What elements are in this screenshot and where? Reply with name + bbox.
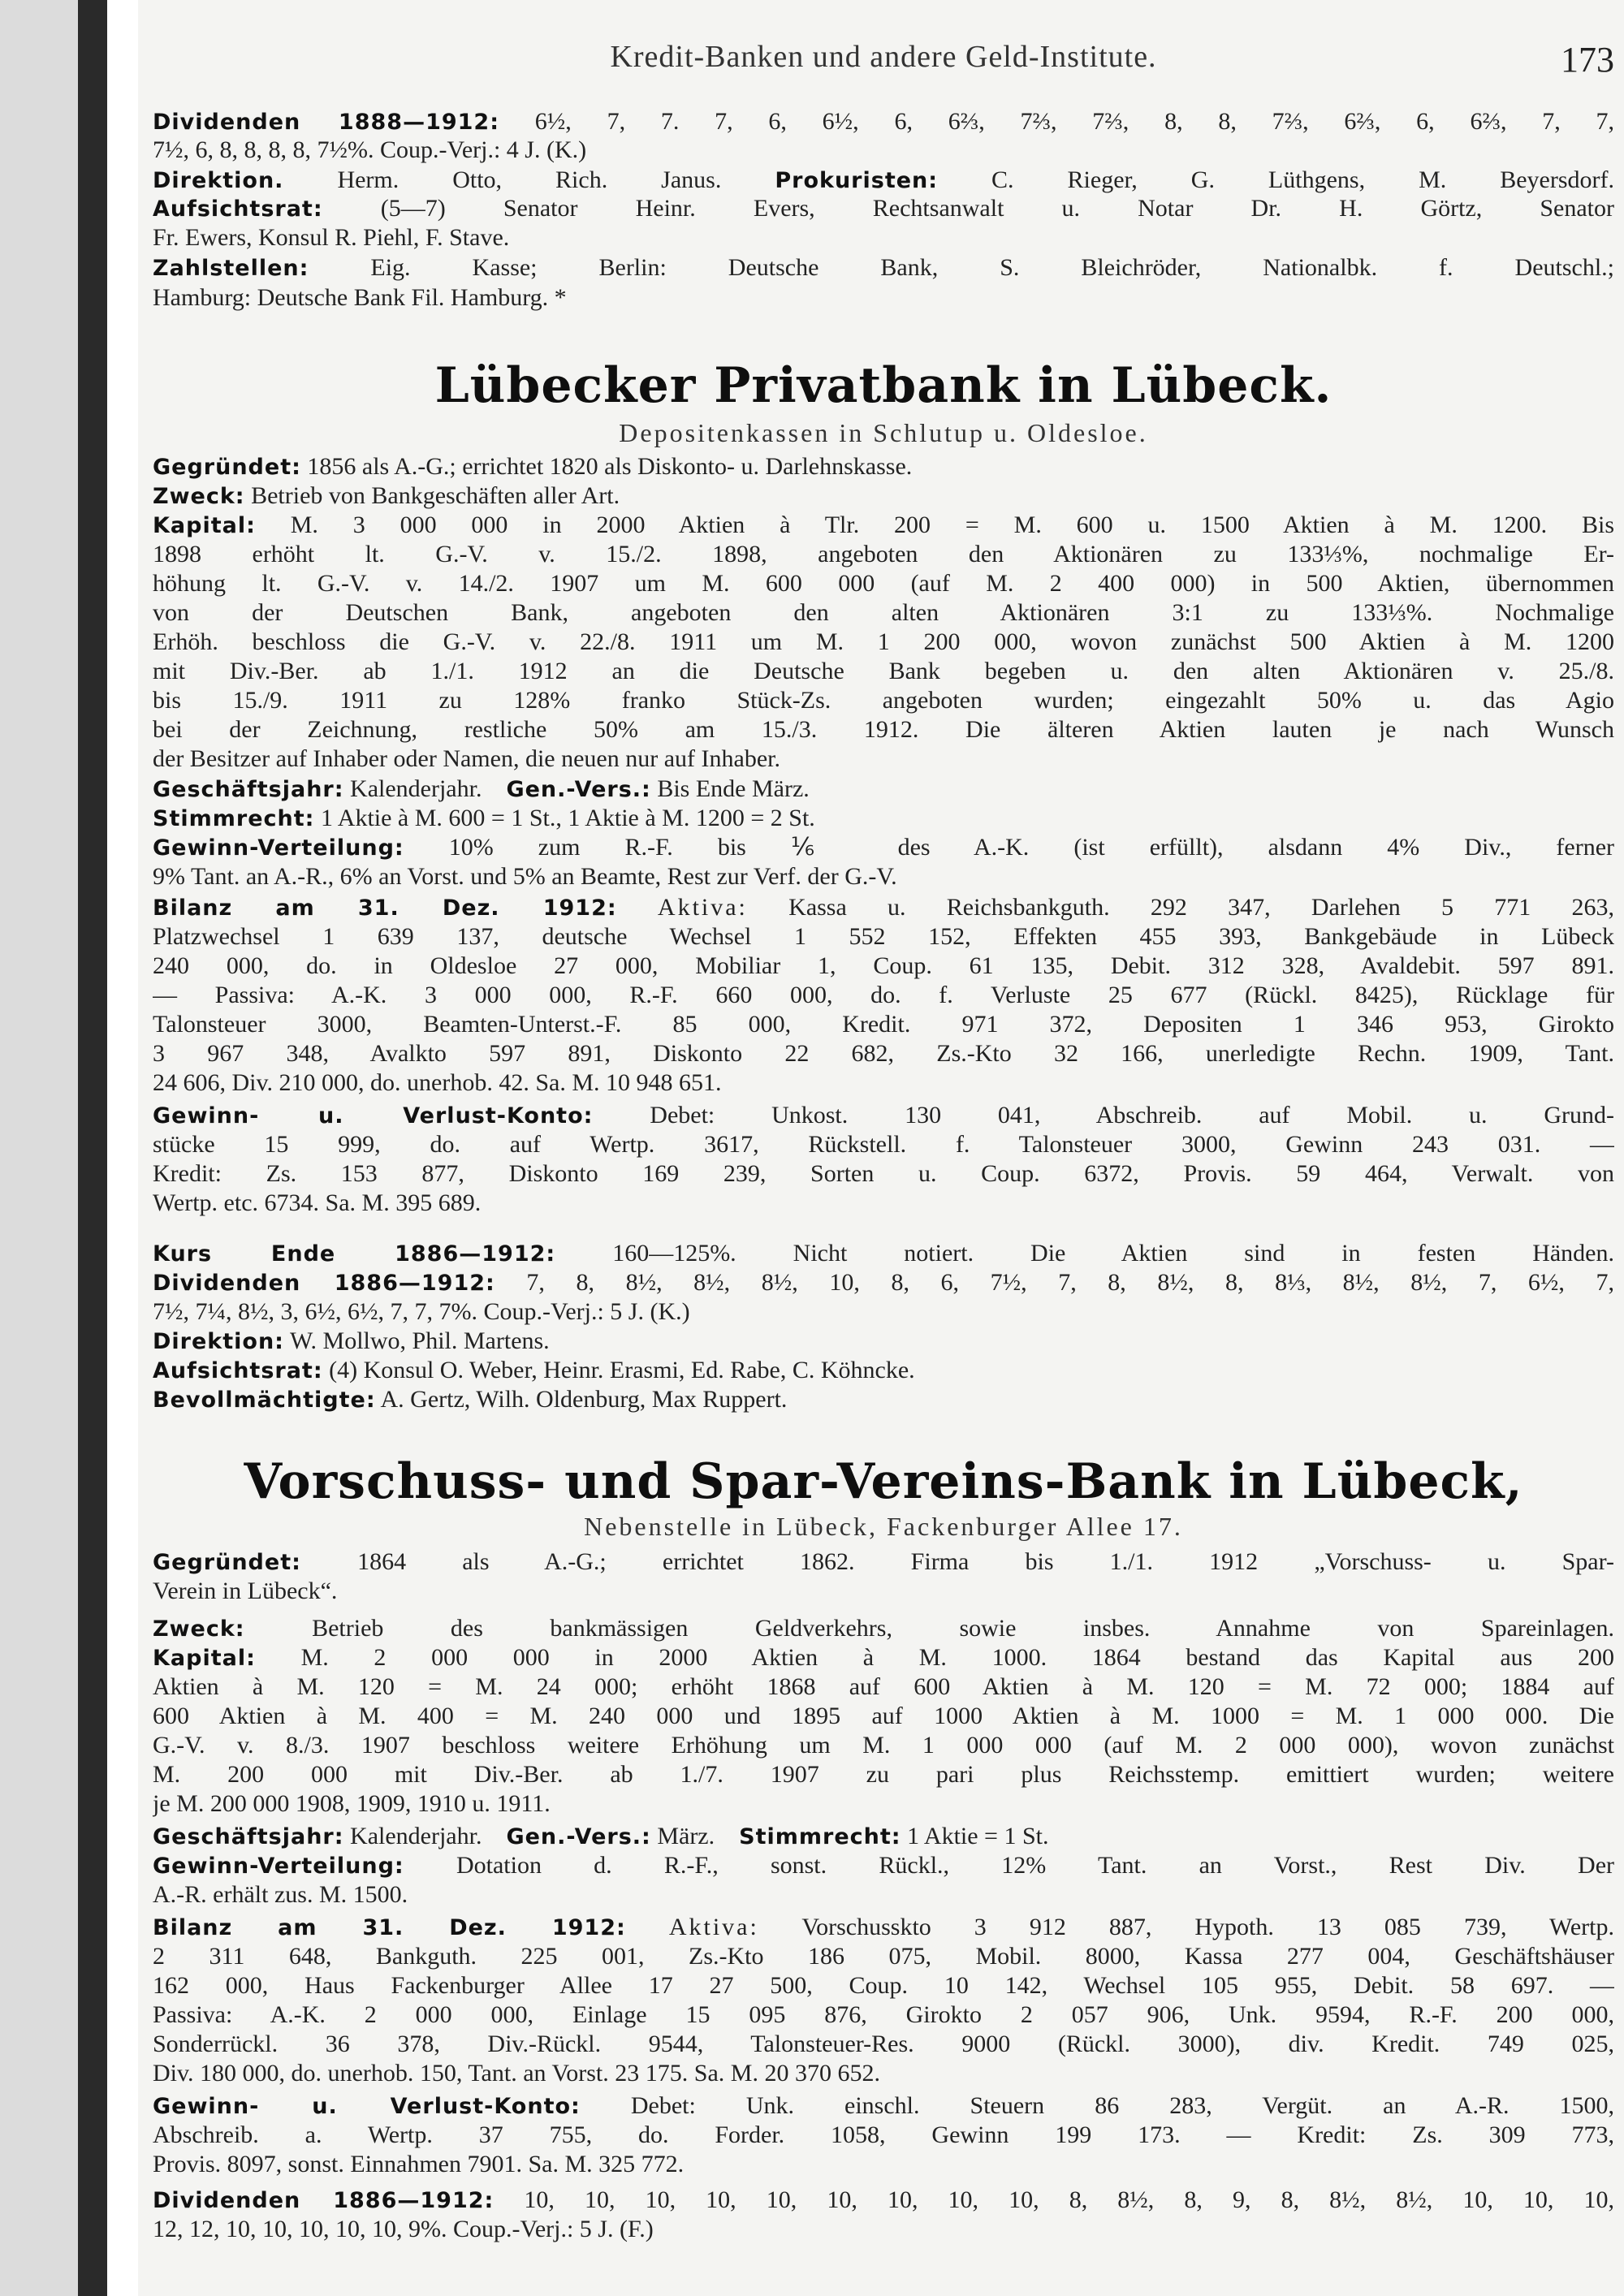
bank1-subtitle: Depositenkassen in Schlutup u. Oldesloe.: [619, 418, 1148, 447]
running-title: Kredit-Banken und andere Geld-Institute.: [610, 40, 1157, 74]
bank2-geschaeftsjahr: Geschäftsjahr: Kalenderjahr. Gen.-Vers.: März. Stimmrecht: 1 Aktie = 1 St.: [153, 1823, 1049, 1849]
prev-direktion-line: Direktion. Herm. Otto, Rich. Janus. Prokuristen: C. Rieger, G. Lüthgens, M. Beyersdorf.: [153, 166, 1614, 193]
bank1-guv-line-1: Gewinn- u. Verlust-Konto: Debet: Unkost. 130 041, Abschreib. auf Mobil. u. Grund-: [153, 1102, 1614, 1129]
bank2-title: Vorschuss- und Spar-Vereins-Bank in Lübeck,: [244, 1453, 1523, 1510]
bank2-guv-line-3: Provis. 8097, sonst. Einnahmen 7901. Sa. M. 325 772.: [153, 2151, 685, 2177]
bank2-gegruendet-line-1: Gegründet: 1864 als A.-G.; errichtet 1862. Firma bis 1./1. 1912 „Vorschuss- u. Spar-: [153, 1548, 1614, 1575]
bank1-gewinnverteilung-line-1: Gewinn-Verteilung: 10% zum R.-F. bis ⅙ des A.-K. (ist erfüllt), alsdann 4% Div., ferner: [153, 834, 1614, 861]
bank1-dividenden-line-1: Dividenden 1886—1912: 7, 8, 8½, 8½, 8½, 10, 8, 6, 7½, 7, 8, 8½, 8, 8⅓, 8½, 8½, 7, 6½, 7,: [153, 1269, 1614, 1296]
bank1-gegruendet: Gegründet: 1856 als A.-G.; errichtet 1820 als Diskonto- u. Darlehnskasse.: [153, 453, 913, 480]
bank1-bilanz-line-3: 240 000, do. in Oldesloe 27 000, Mobiliar 1, Coup. 61 135, Debit. 312 328, Avaldebit. 597 891.: [153, 952, 1614, 979]
bank1-guv-line-3: Kredit: Zs. 153 877, Diskonto 169 239, Sorten u. Coup. 6372, Provis. 59 464, Verwalt. von: [153, 1160, 1614, 1187]
bank2-bilanz-line-1: Bilanz am 31. Dez. 1912: Aktiva: Vorschusskto 3 912 887, Hypoth. 13 085 739, Wertp.: [153, 1914, 1614, 1940]
bank1-kapital-line-8: bei der Zeichnung, restliche 50% am 15./3. 1912. Die älteren Aktien lauten je nach Wunsch: [153, 716, 1614, 743]
bank2-guv-line-1: Gewinn- u. Verlust-Konto: Debet: Unk. einschl. Steuern 86 283, Vergüt. an A.-R. 1500,: [153, 2092, 1614, 2119]
bank1-bilanz-line-4: — Passiva: A.-K. 3 000 000, R.-F. 660 000, do. f. Verluste 25 677 (Rückl. 8425), Rücklage für: [153, 982, 1614, 1008]
bank1-kapital-line-5: Erhöh. beschloss die G.-V. v. 22./8. 1911 um M. 1 200 000, wovon zunächst 500 Aktien à M. 1200: [153, 628, 1614, 655]
prev-dividends-line-1: Dividenden 1888—1912: 6½, 7, 7. 7, 6, 6½, 6, 6⅔, 7⅔, 7⅔, 8, 8, 7⅔, 6⅔, 6, 6⅔, 7, 7,: [153, 108, 1614, 135]
bank1-kapital-line-1: Kapital: M. 3 000 000 in 2000 Aktien à Tlr. 200 = M. 600 u. 1500 Aktien à M. 1200. Bis: [153, 511, 1614, 538]
book-gutter: [78, 0, 107, 2296]
running-head: [153, 39, 1614, 80]
bank1-direktion: Direktion: W. Mollwo, Phil. Martens.: [153, 1327, 550, 1354]
bank1-dividenden-line-2: 7½, 7¼, 8½, 3, 6½, 6½, 7, 7, 7%. Coup.-Verj.: 5 J. (K.): [153, 1298, 690, 1325]
bank1-title: Lübecker Privatbank in Lübeck.: [434, 357, 1332, 414]
bank1-gewinnverteilung-line-2: 9% Tant. an A.-R., 6% an Vorst. und 5% an Beamte, Rest zur Verf. der G.-V.: [153, 863, 897, 890]
prev-aufsichtsrat-line-2: Fr. Ewers, Konsul R. Piehl, F. Stave.: [153, 224, 510, 251]
bank1-kapital-line-4: von der Deutschen Bank, angeboten den alten Aktionären 3:1 zu 133⅓%. Nochmalige: [153, 599, 1614, 626]
bank2-zweck: Zweck: Betrieb des bankmässigen Geldverkehrs, sowie insbes. Annahme von Spareinlagen.: [153, 1615, 1614, 1642]
bank2-kapital-line-1: Kapital: M. 2 000 000 in 2000 Aktien à M. 1000. 1864 bestand das Kapital aus 200: [153, 1644, 1614, 1671]
bank1-bilanz-line-6: 3 967 348, Avalkto 597 891, Diskonto 22 682, Zs.-Kto 32 166, unerledigte Rechn. 1909, Tant.: [153, 1040, 1614, 1067]
bank1-guv-line-2: stücke 15 999, do. auf Wertp. 3617, Rückstell. f. Talonsteuer 3000, Gewinn 243 031. —: [153, 1131, 1614, 1158]
bank1-kurs: Kurs Ende 1886—1912: 160—125%. Nicht notiert. Die Aktien sind in festen Händen.: [153, 1240, 1614, 1267]
page-number: 173: [1561, 40, 1614, 80]
bank1-stimmrecht: Stimmrecht: 1 Aktie à M. 600 = 1 St., 1 Aktie à M. 1200 = 2 St.: [153, 805, 815, 831]
bank2-kapital-line-2: Aktien à M. 120 = M. 24 000; erhöht 1868 auf 600 Aktien à M. 120 = M. 72 000; 1884 auf: [153, 1673, 1614, 1700]
bank2-subtitle: Nebenstelle in Lübeck, Fackenburger Allee 17.: [584, 1512, 1183, 1541]
page-edge: [0, 0, 78, 2296]
bank1-bevollmaechtigte: Bevollmächtigte: A. Gertz, Wilh. Oldenburg, Max Ruppert.: [153, 1386, 788, 1413]
bank1-kapital-line-3: höhung lt. G.-V. v. 14./2. 1907 um M. 600 000 (auf M. 2 400 000) in 500 Aktien, übernommen: [153, 570, 1614, 597]
bank2-gewinnverteilung-line-2: A.-R. erhält zus. M. 1500.: [153, 1881, 408, 1908]
bank2-bilanz-line-6: Div. 180 000, do. unerhob. 150, Tant. an Vorst. 23 175. Sa. M. 20 370 652.: [153, 2060, 880, 2087]
bank2-guv-line-2: Abschreib. a. Wertp. 37 755, do. Forder. 1058, Gewinn 199 173. — Kredit: Zs. 309 773,: [153, 2121, 1614, 2148]
prev-aufsichtsrat-line-1: Aufsichtsrat: (5—7) Senator Heinr. Evers, Rechtsanwalt u. Notar Dr. H. Görtz, Senator: [153, 195, 1614, 222]
bank1-geschaeftsjahr: Geschäftsjahr: Kalenderjahr. Gen.-Vers.: Bis Ende März.: [153, 775, 810, 802]
bank1-bilanz-line-2: Platzwechsel 1 639 137, deutsche Wechsel 1 552 152, Effekten 455 393, Bankgebäude in Lübeck: [153, 923, 1614, 950]
bank1-kapital-line-7: bis 15./9. 1911 zu 128% franko Stück-Zs. angeboten wurden; eingezahlt 50% u. das Agio: [153, 687, 1614, 714]
bank2-bilanz-line-3: 162 000, Haus Fackenburger Allee 17 27 500, Coup. 10 142, Wechsel 105 955, Debit. 58 697. —: [153, 1972, 1614, 1999]
bank2-kapital-line-5: M. 200 000 mit Div.-Ber. ab 1./7. 1907 zu pari plus Reichsstemp. emittiert wurden; weitere: [153, 1761, 1614, 1788]
prev-zahlstellen-line-2: Hamburg: Deutsche Bank Fil. Hamburg. *: [153, 284, 567, 311]
bank1-bilanz-line-5: Talonsteuer 3000, Beamten-Unterst.-F. 85 000, Kredit. 971 372, Depositen 1 346 953, Girokto: [153, 1011, 1614, 1038]
bank1-bilanz-line-7: 24 606, Div. 210 000, do. unerhob. 42. Sa. M. 10 948 651.: [153, 1069, 722, 1096]
prev-dividends-label: Dividenden 1888—1912:: [153, 110, 500, 135]
bank1-kapital-line-6: mit Div.-Ber. ab 1./1. 1912 an die Deutsche Bank begeben u. den alten Aktionären v. 25./8.: [153, 658, 1614, 684]
bank2-kapital-line-4: G.-V. v. 8./3. 1907 beschloss weitere Erhöhung um M. 1 000 000 (auf M. 2 000 000), wovon zunächst: [153, 1732, 1614, 1759]
bank2-dividenden-line-2: 12, 12, 10, 10, 10, 10, 10, 9%. Coup.-Verj.: 5 J. (F.): [153, 2216, 654, 2242]
prev-dividends-line-2: 7½, 6, 8, 8, 8, 8, 7½%. Coup.-Verj.: 4 J. (K.): [153, 136, 587, 163]
bank2-bilanz-line-2: 2 311 648, Bankguth. 225 001, Zs.-Kto 186 075, Mobil. 8000, Kassa 277 004, Geschäftshäuser: [153, 1943, 1614, 1970]
bank1-guv-line-4: Wertp. etc. 6734. Sa. M. 395 689.: [153, 1189, 482, 1216]
bank2-gegruendet-line-2: Verein in Lübeck“.: [153, 1577, 338, 1604]
bank2-bilanz-line-5: Sonderrückl. 36 378, Div.-Rückl. 9544, Talonsteuer-Res. 9000 (Rückl. 3000), div. Kredit. 749 025,: [153, 2031, 1614, 2057]
prev-zahlstellen-line-1: Zahlstellen: Eig. Kasse; Berlin: Deutsche Bank, S. Bleichröder, Nationalbk. f. Deutschl.;: [153, 254, 1614, 281]
bank2-dividenden-line-1: Dividenden 1886—1912: 10, 10, 10, 10, 10, 10, 10, 10, 10, 8, 8½, 8, 9, 8, 8½, 8½, 10, 10, 10,: [153, 2186, 1614, 2213]
bank2-kapital-line-3: 600 Aktien à M. 400 = M. 240 000 und 1895 auf 1000 Aktien à M. 1000 = M. 1 000 000. Die: [153, 1703, 1614, 1729]
bank1-kapital-line-2: 1898 erhöht lt. G.-V. v. 15./2. 1898, angeboten den Aktionären zu 133⅓%, nochmalige Er-: [153, 541, 1614, 568]
bank2-bilanz-line-4: Passiva: A.-K. 2 000 000, Einlage 15 095 876, Girokto 2 057 906, Unk. 9594, R.-F. 200 000,: [153, 2001, 1614, 2028]
bank1-zweck: Zweck: Betrieb von Bankgeschäften aller Art.: [153, 482, 620, 509]
bank1-bilanz-line-1: Bilanz am 31. Dez. 1912: Aktiva: Kassa u. Reichsbankguth. 292 347, Darlehen 5 771 263,: [153, 894, 1614, 921]
bank2-kapital-line-6: je M. 200 000 1908, 1909, 1910 u. 1911.: [153, 1790, 551, 1817]
bank1-aufsichtsrat: Aufsichtsrat: (4) Konsul O. Weber, Heinr. Erasmi, Ed. Rabe, C. Köhncke.: [153, 1357, 915, 1383]
document-page: [138, 0, 1624, 2296]
bank1-kapital-line-9: der Besitzer auf Inhaber oder Namen, die neuen nur auf Inhaber.: [153, 745, 780, 772]
bank2-gewinnverteilung-line-1: Gewinn-Verteilung: Dotation d. R.-F., sonst. Rückl., 12% Tant. an Vorst., Rest Div. Der: [153, 1852, 1614, 1879]
